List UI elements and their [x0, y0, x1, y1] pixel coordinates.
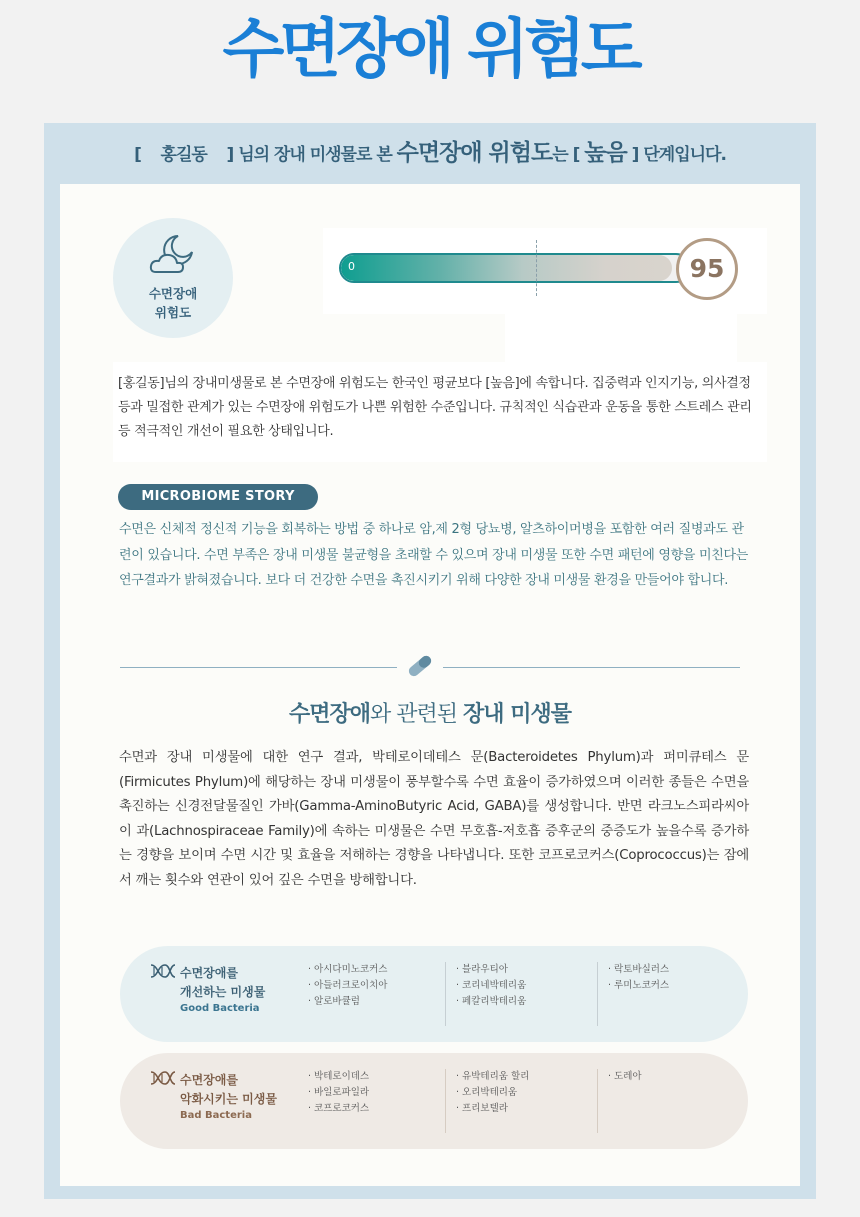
good-bacteria-col2: [456, 962, 526, 1010]
column-divider: [597, 962, 598, 1026]
risk-icon-circle: [113, 218, 233, 338]
bad-bacteria-col3: [608, 1069, 642, 1085]
list-item: · 알로바큘럼: [308, 996, 360, 1007]
section-title-bold1: 수면장애: [289, 702, 371, 727]
list-item: · 프리보텔라: [456, 1103, 508, 1114]
bad-title-line2: 악화시키는 미생물: [180, 1092, 277, 1106]
list-item: · 바일로파일라: [308, 1087, 370, 1098]
risk-score: 95: [676, 238, 738, 300]
list-item: · 오리박테리움: [456, 1087, 518, 1098]
list-item: · 블라우티아: [456, 964, 508, 975]
summary-suffix-pre: 는: [552, 145, 568, 165]
dna-icon: [150, 964, 176, 978]
column-divider: [597, 1069, 598, 1133]
good-bacteria-title: [180, 964, 265, 1002]
list-item: · 코프로코커스: [308, 1103, 370, 1114]
section-title-bold2: 장내 미생물: [463, 702, 571, 727]
summary-mid: ] 님의 장내 미생물로 본: [226, 145, 392, 165]
moon-cloud-icon: [148, 232, 198, 278]
column-divider: [445, 1069, 446, 1133]
summary-suffix: 단계입니다.: [643, 145, 726, 165]
section-title-mid: 와 관련된: [370, 702, 458, 727]
list-item: · 페칼리박테리움: [456, 996, 527, 1007]
bad-bacteria-panel: [120, 1053, 748, 1149]
risk-gauge-fill: [341, 255, 672, 281]
risk-label-line1: 수면장애: [148, 286, 198, 301]
good-bacteria-subtitle: Good Bacteria: [180, 1003, 260, 1014]
good-title-line2: 개선하는 미생물: [180, 985, 266, 999]
list-item: · 아시다미노코커스: [308, 964, 388, 975]
gauge-panel-extension: [505, 310, 737, 362]
list-item: · 코리네박테리움: [456, 980, 527, 991]
list-item: · 락토바실러스: [608, 964, 670, 975]
summary-level: 높음: [584, 140, 627, 166]
bad-bacteria-subtitle: Bad Bacteria: [180, 1110, 252, 1121]
risk-label-line2: 위험도: [154, 305, 192, 320]
risk-summary: [0, 134, 860, 167]
summary-name: 홍길동: [160, 145, 207, 165]
microbiome-story-text: 수면은 신체적 정신적 기능을 회복하는 방법 중 하나로 암,제 2형 당뇨병, 알츠하이머병을 포함한 여러 질병과도 관련이 있습니다. 수면 부족은 장내 미생물 불균형을 초래할 수 있으며 장내 미생물 또한 수면 패턴에 영향을 미친다는 연구결과가 밝혀졌습니다. 보다 더 건강한 수면을 촉진시키기 위해 다양한 장내 미생물 환경을 만들어야 합니다.: [119, 522, 749, 588]
divider-right: [443, 667, 740, 668]
list-item: · 아들러크로이치아: [308, 980, 388, 991]
good-bacteria-panel: [120, 946, 748, 1042]
section-title: [0, 697, 860, 728]
summary-open-bracket: [: [134, 145, 141, 165]
microbiome-story-badge: MICROBIOME STORY: [118, 484, 318, 510]
good-title-line1: 수면장애를: [180, 966, 238, 980]
risk-icon-label: [113, 284, 233, 322]
good-bacteria-col3: [608, 962, 669, 994]
section-body: 수면과 장내 미생물에 대한 연구 결과, 박테로이데테스 문(Bacteroidetes Phylum)과 퍼미큐테스 문(Firmicutes Phylum)에 해당하는 장내 미생물이 풍부할수록 수면 효율이 증가하였으며 이러한 종들은 수면을 촉진하는 신경전달물질인 가바(Gamma-AminoButyric Acid, GABA)를 생성합니다. 반면 라크노스피라씨아이 과(Lachnospiraceae Family)에 속하는 미생물은 수면 무호흡-저호흡 증후군의 중증도가 높을수록 증가하는 경향을 보이며 수면 시간 및 효율을 저해하는 경향을 나타냅니다. 또한 코프로코커스(Coprococcus)는 잠에서 깨는 횟수와 연관이 있어 깊은 수면을 방해합니다.: [119, 750, 749, 888]
good-bacteria-col1: [308, 962, 387, 1010]
gauge-min-label: 0: [348, 260, 355, 273]
dna-icon: [150, 1071, 176, 1085]
summary-level-close: ]: [626, 145, 639, 165]
average-marker: [536, 240, 537, 296]
list-item: · 박테로이데스: [308, 1071, 370, 1082]
bad-bacteria-col2: [456, 1069, 529, 1117]
list-item: · 유박테리움 할리: [456, 1071, 530, 1082]
list-item: · 루미노코커스: [608, 980, 670, 991]
risk-description: [홍길동]님의 장내미생물로 본 수면장애 위험도는 한국인 평균보다 [높음]에 속합니다. 집중력과 인지기능, 의사결정 등과 밀접한 관계가 있는 수면장애 위험도가 나쁜 위험한 수준입니다. 규칙적인 식습관과 운동을 통한 스트레스 관리 등 적극적인 개선이 필요한 상태입니다.: [118, 376, 752, 439]
column-divider: [445, 962, 446, 1026]
bad-bacteria-col1: [308, 1069, 369, 1117]
capsule-icon: [405, 652, 435, 680]
summary-highlight: 수면장애 위험도: [396, 140, 553, 166]
bad-bacteria-title: [180, 1071, 277, 1109]
divider-left: [120, 667, 397, 668]
summary-level-open: [: [572, 145, 585, 165]
list-item: · 도레아: [608, 1071, 642, 1082]
bad-title-line1: 수면장애를: [180, 1073, 238, 1087]
page-title: 수면장애 위험도: [222, 13, 638, 87]
risk-gauge: [339, 253, 691, 283]
